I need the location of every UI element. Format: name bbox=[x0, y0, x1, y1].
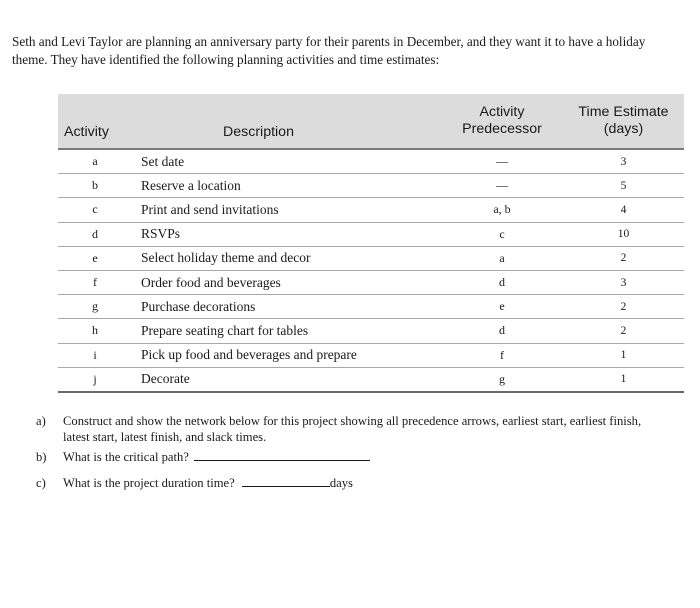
question-a-text: Construct and show the network below for this project showing all precedence arrows, earliest start, earliest finish, latest start, latest finish, and slack times. bbox=[63, 414, 642, 444]
question-b-text: What is the critical path? bbox=[63, 450, 189, 464]
header-predecessor bbox=[441, 94, 563, 149]
table-row bbox=[58, 295, 684, 319]
table-header-row bbox=[58, 94, 684, 149]
table-row bbox=[58, 367, 684, 392]
header-description: Description bbox=[223, 124, 294, 140]
cell-predecessor: d bbox=[441, 270, 563, 294]
cell-predecessor: d bbox=[441, 319, 563, 343]
cell-description: Order food and beverages bbox=[132, 270, 441, 294]
question-b-label: b) bbox=[36, 450, 47, 464]
table-body bbox=[58, 149, 684, 392]
cell-activity: e bbox=[58, 246, 132, 270]
cell-description: Decorate bbox=[132, 367, 441, 392]
cell-time-estimate: 3 bbox=[563, 149, 684, 174]
table-row bbox=[58, 246, 684, 270]
table-row bbox=[58, 222, 684, 246]
header-predecessor-line2: Predecessor bbox=[462, 121, 542, 137]
activity-table bbox=[58, 94, 684, 393]
header-time-line2: (days) bbox=[603, 121, 644, 137]
question-c-label: c) bbox=[36, 476, 46, 490]
cell-activity: b bbox=[58, 174, 132, 198]
cell-time-estimate: 10 bbox=[563, 222, 684, 246]
cell-activity: i bbox=[58, 343, 132, 367]
cell-activity: f bbox=[58, 270, 132, 294]
cell-activity: c bbox=[58, 198, 132, 222]
cell-activity: h bbox=[58, 319, 132, 343]
question-c bbox=[36, 475, 656, 491]
cell-predecessor: c bbox=[441, 222, 563, 246]
critical-path-answer-blank[interactable] bbox=[194, 449, 370, 461]
cell-time-estimate: 2 bbox=[563, 319, 684, 343]
cell-description: Prepare seating chart for tables bbox=[132, 319, 441, 343]
cell-description: Purchase decorations bbox=[132, 295, 441, 319]
cell-activity: d bbox=[58, 222, 132, 246]
problem-intro: Seth and Levi Taylor are planning an anniversary party for their parents in December, and they want it to have a holiday theme. They have identified the following planning activities and time estimates: bbox=[12, 34, 646, 67]
cell-description: Print and send invitations bbox=[132, 198, 441, 222]
cell-description: RSVPs bbox=[132, 222, 441, 246]
table-row bbox=[58, 343, 684, 367]
question-c-text: What is the project duration time? bbox=[63, 476, 235, 490]
cell-description: Set date bbox=[132, 149, 441, 174]
cell-predecessor: — bbox=[441, 149, 563, 174]
cell-time-estimate: 2 bbox=[563, 295, 684, 319]
cell-time-estimate: 1 bbox=[563, 343, 684, 367]
cell-predecessor: — bbox=[441, 174, 563, 198]
cell-activity: j bbox=[58, 367, 132, 392]
cell-time-estimate: 3 bbox=[563, 270, 684, 294]
cell-predecessor: a, b bbox=[441, 198, 563, 222]
cell-time-estimate: 2 bbox=[563, 246, 684, 270]
table-row bbox=[58, 174, 684, 198]
question-b bbox=[36, 449, 656, 465]
cell-description: Pick up food and beverages and prepare bbox=[132, 343, 441, 367]
cell-time-estimate: 4 bbox=[563, 198, 684, 222]
cell-activity: g bbox=[58, 295, 132, 319]
cell-predecessor: e bbox=[441, 295, 563, 319]
table-row bbox=[58, 270, 684, 294]
cell-predecessor: a bbox=[441, 246, 563, 270]
header-activity: Activity bbox=[64, 124, 109, 140]
cell-description: Reserve a location bbox=[132, 174, 441, 198]
cell-predecessor: g bbox=[441, 367, 563, 392]
cell-activity: a bbox=[58, 149, 132, 174]
header-time-estimate bbox=[563, 94, 684, 149]
question-a bbox=[36, 413, 656, 445]
table-row bbox=[58, 198, 684, 222]
cell-predecessor: f bbox=[441, 343, 563, 367]
cell-description: Select holiday theme and decor bbox=[132, 246, 441, 270]
table-row bbox=[58, 319, 684, 343]
cell-time-estimate: 1 bbox=[563, 367, 684, 392]
questions bbox=[36, 413, 656, 495]
duration-answer-blank[interactable] bbox=[242, 475, 330, 487]
cell-time-estimate: 5 bbox=[563, 174, 684, 198]
question-c-unit: days bbox=[329, 476, 353, 490]
table-row bbox=[58, 149, 684, 174]
question-a-label: a) bbox=[36, 414, 46, 428]
header-time-line1: Time Estimate bbox=[578, 104, 669, 120]
header-predecessor-line1: Activity bbox=[479, 104, 525, 120]
